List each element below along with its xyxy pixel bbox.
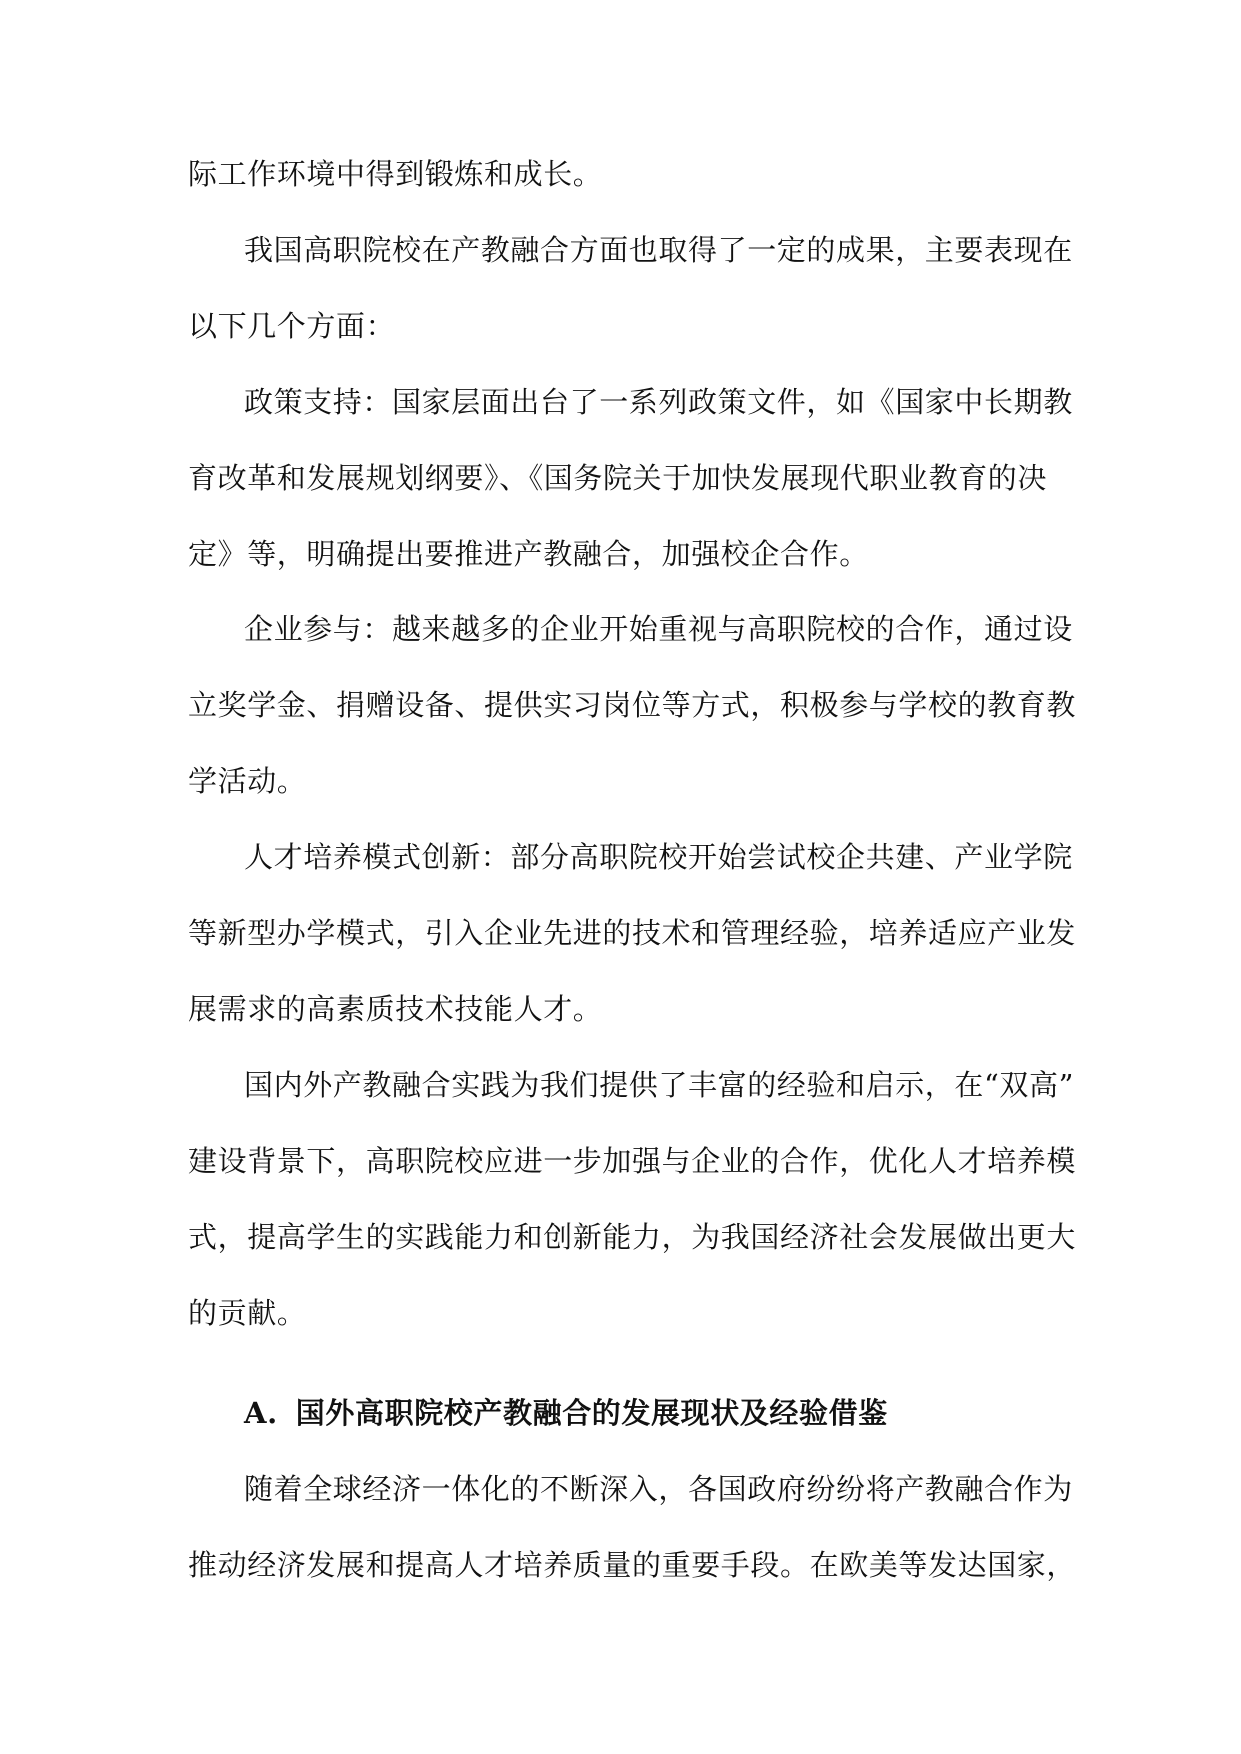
paragraph-4-line-3: 学活动。: [188, 764, 307, 798]
paragraph-6-line-4: 的贡献。: [188, 1296, 307, 1330]
section-title: 国外高职院校产教融合的发展现状及经验借鉴: [295, 1396, 888, 1430]
paragraph-3-line-2: 育改革和发展规划纲要》、《国务院关于加快发展现代职业教育的决: [188, 461, 1048, 495]
paragraph-3-line-1: 政策支持：国家层面出台了一系列政策文件，如《国家中长期教: [244, 385, 1073, 419]
paragraph-5-line-2: 等新型办学模式，引入企业先进的技术和管理经验，培养适应产业发: [188, 916, 1077, 950]
paragraph-2-line-1: 我国高职院校在产教融合方面也取得了一定的成果，主要表现在: [244, 233, 1073, 267]
paragraph-4-line-1: 企业参与：越来越多的企业开始重视与高职院校的合作，通过设: [244, 612, 1073, 646]
section-number: A.: [244, 1396, 278, 1430]
paragraph-1-line-1: 际工作环境中得到锻炼和成长。: [188, 157, 603, 191]
paragraph-7-line-1: 随着全球经济一体化的不断深入，各国政府纷纷将产教融合作为: [244, 1472, 1073, 1506]
section-heading: [244, 1393, 888, 1433]
paragraph-6-line-1: 国内外产教融合实践为我们提供了丰富的经验和启示，在“双高”: [244, 1068, 1075, 1102]
paragraph-3-line-3: 定》等，明确提出要推进产教融合，加强校企合作。: [188, 537, 869, 571]
paragraph-5-line-3: 展需求的高素质技术技能人才。: [188, 992, 603, 1026]
paragraph-6-line-2: 建设背景下，高职院校应进一步加强与企业的合作，优化人才培养模: [188, 1144, 1077, 1178]
paragraph-6-line-3: 式，提高学生的实践能力和创新能力，为我国经济社会发展做出更大: [188, 1220, 1077, 1254]
paragraph-7-line-2: 推动经济发展和提高人才培养质量的重要手段。在欧美等发达国家，: [188, 1548, 1077, 1582]
paragraph-5-line-1: 人才培养模式创新：部分高职院校开始尝试校企共建、产业学院: [244, 840, 1073, 874]
paragraph-2-line-2: 以下几个方面：: [188, 309, 396, 343]
paragraph-4-line-2: 立奖学金、捐赠设备、提供实习岗位等方式，积极参与学校的教育教: [188, 688, 1077, 722]
